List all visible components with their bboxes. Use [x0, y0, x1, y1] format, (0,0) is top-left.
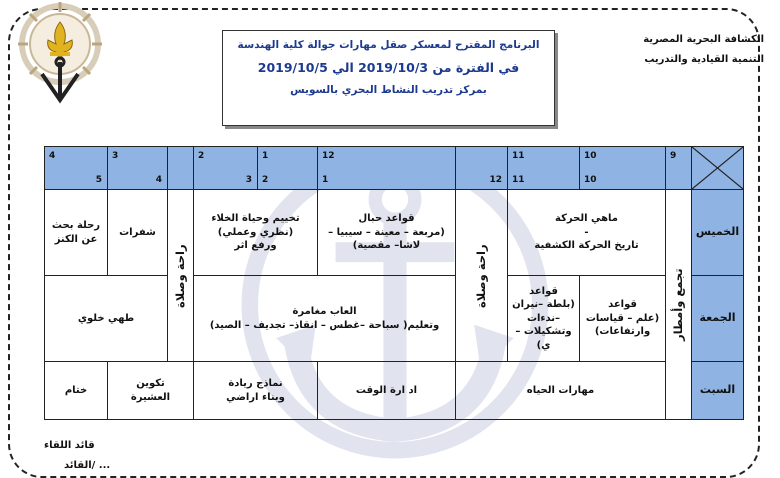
corner-cell: [692, 147, 744, 190]
organization-name: الكشافة البحرية المصرية: [643, 34, 764, 45]
activity-text: طهي خلوي: [77, 312, 135, 324]
time-label: 4: [49, 151, 56, 161]
time-header-cell: [108, 147, 168, 190]
time-label: 5: [95, 174, 102, 185]
leader-label: قائد اللقاء: [44, 440, 95, 451]
program-dates: في الفترة من 2019/10/3 الي 2019/10/5: [257, 60, 520, 75]
activity-cell: [45, 276, 168, 362]
day-label: السبت: [692, 362, 744, 420]
time-header-cell: [666, 147, 692, 190]
time-label: 1: [262, 151, 269, 161]
activity-text: اد ارة الوقت: [355, 384, 418, 396]
time-label: 10: [584, 174, 597, 185]
time-header-cell: [508, 147, 580, 190]
activity-text: وبناء اراضي: [226, 391, 285, 403]
activity-text: ماهي الحركة: [555, 213, 618, 225]
activity-cell: [45, 362, 108, 420]
time-label: 12: [322, 151, 335, 161]
time-label: 3: [112, 151, 119, 161]
activity-cell: [194, 362, 318, 420]
break-cell: راحة وصلاة: [456, 190, 508, 362]
activity-text: تخييم وحياة الخلاء: [211, 213, 300, 225]
activity-text: نماذج ريادة: [228, 378, 283, 389]
time-label: 11: [512, 174, 525, 185]
activity-cell: [318, 362, 456, 420]
time-label: 2: [198, 151, 205, 161]
time-header-cell: [580, 147, 666, 190]
activity-text: –ندءات: [526, 312, 561, 324]
activity-cell: [194, 276, 456, 362]
program-title-box: [222, 30, 555, 126]
activity-text: وتعليم( سباحة –غطس – انقاذ– تجديف – الصيد): [209, 319, 440, 331]
activity-text: مهارات الحياه: [526, 384, 595, 396]
activity-text: -: [584, 226, 589, 238]
time-label: 3: [245, 174, 252, 185]
activity-text: (مربعة – معينة – سيبيا –: [328, 226, 445, 238]
time-label: 10: [584, 151, 597, 161]
leader-name: القائد/ ...: [64, 460, 111, 471]
day-row-friday: [45, 276, 744, 362]
activity-cell: [318, 190, 456, 276]
activity-cell: [45, 190, 108, 276]
time-label: 12: [489, 174, 502, 185]
time-header-cell: [45, 147, 108, 190]
activity-text: ي): [536, 339, 551, 351]
activity-text: ختام: [64, 384, 88, 396]
activity-text: وارتفاعات): [594, 326, 651, 338]
organization-department: التنمية القيادية والتدريب: [644, 54, 764, 65]
program-location: بمركز تدريب النشاط البحري بالسويس: [290, 84, 487, 96]
gathering-cell: تجمع وأمطار: [666, 190, 692, 420]
activity-text: العشيرة: [130, 391, 171, 403]
time-header-cell: [318, 147, 456, 190]
time-header-cell: [168, 147, 194, 190]
day-row-saturday: [45, 362, 744, 420]
program-title: البرنامج المقترح لمعسكر صقل مهارات جوالة كلية الهندسة: [237, 39, 540, 51]
activity-text: (نظري وعملي): [217, 226, 294, 238]
activity-text: وتشكيلات –: [515, 326, 572, 338]
activity-text: رحلة بحث: [51, 220, 101, 231]
activity-cell: [508, 190, 666, 276]
activity-text: قواعد: [608, 299, 637, 311]
activity-text: (علم – قياسات: [585, 312, 660, 324]
activity-cell: [508, 276, 580, 362]
activity-text: لاشا– مقصية): [352, 240, 421, 252]
day-label: الجمعة: [692, 276, 744, 362]
schedule-table: [44, 146, 744, 420]
break-cell: راحة وصلاة: [168, 190, 194, 362]
time-label: 4: [155, 174, 162, 185]
time-header-row: [45, 147, 744, 190]
activity-text: عن الكنز: [54, 233, 98, 245]
activity-cell: [456, 362, 666, 420]
scout-emblem-icon: [2, 0, 120, 108]
activity-text: قواعد حبال: [358, 213, 415, 225]
activity-text: العاب مغامرة: [292, 306, 357, 317]
activity-text: شفرات: [119, 226, 156, 238]
time-header-cell: [194, 147, 258, 190]
activity-text: (بلطة –نيران: [512, 299, 575, 311]
activity-cell: [194, 190, 318, 276]
time-header-cell: [258, 147, 318, 190]
activity-text: ورفع اثر: [234, 240, 277, 252]
time-header-cell: [456, 147, 508, 190]
activity-text: قواعد: [529, 285, 558, 297]
activity-text: تكوين: [136, 378, 165, 389]
time-label: 9: [670, 151, 677, 161]
day-row-thursday: [45, 190, 744, 276]
day-label: الخميس: [692, 190, 744, 276]
activity-cell: [580, 276, 666, 362]
activity-cell: [108, 362, 194, 420]
activity-text: تاريخ الحركة الكشفية: [534, 240, 639, 252]
time-label: 2: [262, 174, 269, 185]
time-label: 11: [512, 151, 525, 161]
time-label: 1: [322, 174, 329, 185]
activity-cell: [108, 190, 168, 276]
